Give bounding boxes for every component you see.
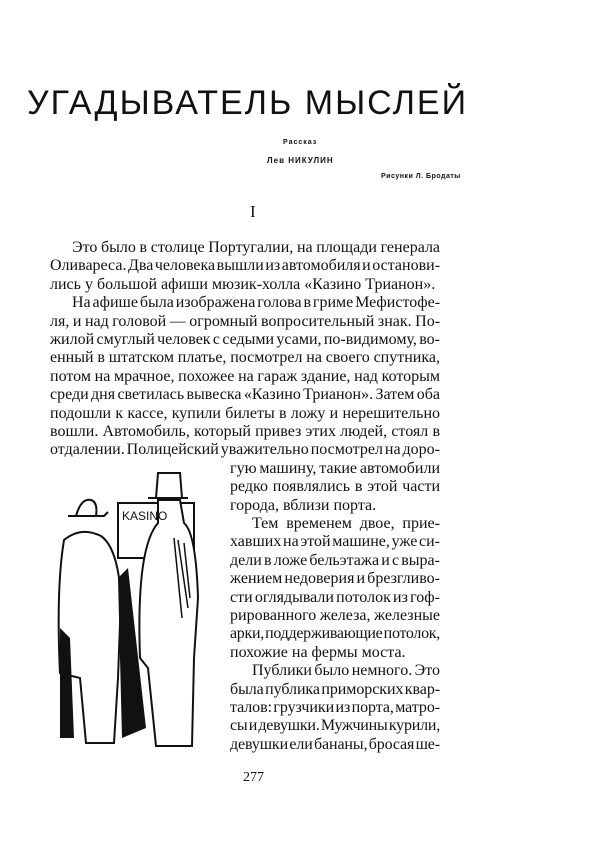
- genre-label: Рассказ: [283, 139, 318, 146]
- text-line: хавших на этой машине, уже си-: [230, 533, 440, 551]
- text-line: ля, и над головой — огромный вопросительный знак. По-: [50, 312, 441, 330]
- text-line: рированного железа, железные: [230, 607, 441, 624]
- text-line: сти оглядывали потолок из гоф-: [230, 588, 440, 606]
- right-man-hat: [148, 473, 188, 498]
- text-line: редко появлялись в этой части: [230, 478, 441, 496]
- text-line: гую машину, такие автомобили: [230, 459, 441, 477]
- chapter-number: I: [250, 202, 256, 221]
- text-line: была публика приморских квар-: [230, 680, 441, 698]
- text-line: Публики было немного. Это: [252, 662, 440, 680]
- text-line: девушки ели бананы, бросая ше-: [230, 735, 440, 753]
- text-line: потом на мрачное, похожее на гараж здание, над которым: [50, 367, 441, 385]
- text-line: дели в ложе бельэтажа и с выра-: [230, 551, 440, 569]
- text-line: отдалении. Полицейский уважительно посмотрел на доро-: [50, 441, 440, 459]
- text-line: Тем временем двое, прие-: [252, 515, 440, 532]
- illustration-two-men-at-poster: [56, 468, 216, 748]
- text-line: подошли к кассе, купили билеты в ложу и нерешительно: [50, 404, 441, 422]
- poster-lettering: KASINO: [122, 509, 168, 523]
- text-line: сы и девушки. Мужчины курили,: [230, 717, 440, 735]
- author-name: Лев НИКУЛИН: [267, 156, 334, 165]
- text-line: лись у большой афиши мюзик-холла «Казино Трианон».: [50, 275, 436, 293]
- text-line: талов: грузчики из порта, матро-: [230, 699, 440, 716]
- illustrator-credit: Рисунки Л. Бродаты: [381, 173, 461, 180]
- page-number: 277: [243, 770, 264, 785]
- text-line: енный в штатском платье, посмотрел на своего спутника,: [50, 349, 440, 367]
- text-line: арки, поддерживающие потолок,: [230, 625, 440, 643]
- text-line: среди дня светилась вывеска «Казино Трианон». Затем оба: [50, 386, 440, 404]
- left-man-hat: [68, 500, 108, 516]
- story-title: УГАДЫВАТЕЛЬ МЫСЛЕЙ: [27, 84, 469, 122]
- text-line: Это было в столице Португалии, на площади генерала: [72, 239, 441, 256]
- text-line: На афише была изображена голова в гриме Мефистофе-: [72, 294, 441, 312]
- text-line: похожие на фермы моста.: [230, 643, 406, 661]
- text-line: вошли. Автомобиль, который привез этих людей, стоял в: [50, 423, 441, 440]
- text-line: жением недоверия и брезгливо-: [230, 570, 441, 588]
- text-line: города, вблизи порта.: [230, 496, 377, 514]
- text-line: Оливареса. Два человека вышли из автомобиля и останови-: [50, 257, 441, 275]
- text-line: жилой смуглый человек с седыми усами, по-видимому, во-: [50, 331, 440, 348]
